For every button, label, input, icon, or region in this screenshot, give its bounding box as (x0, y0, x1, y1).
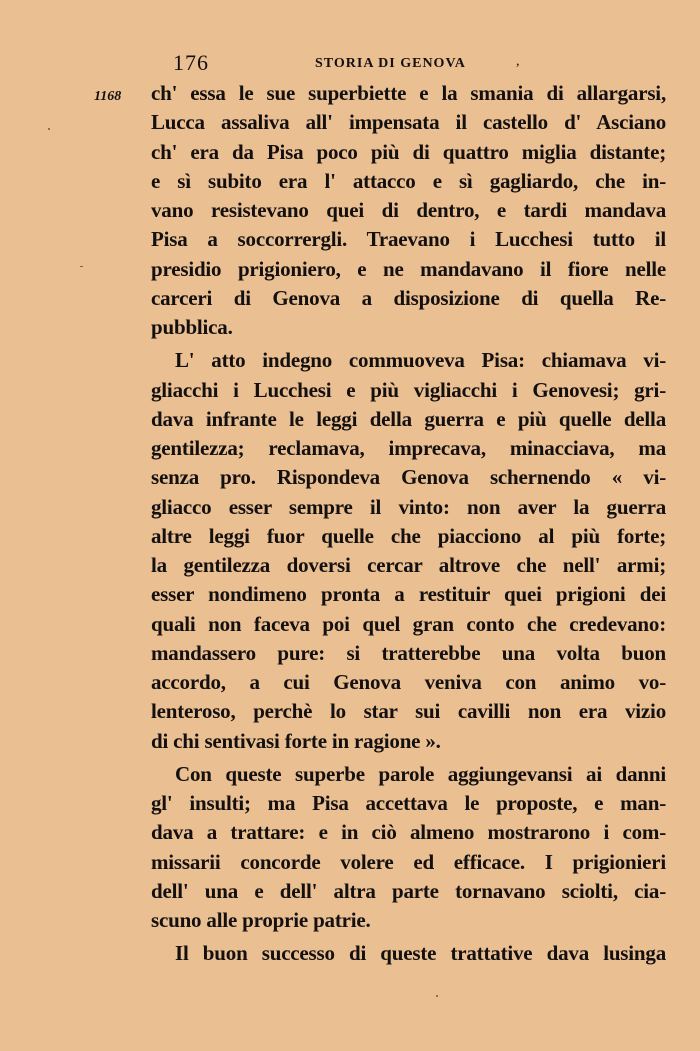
body-text (151, 79, 666, 969)
text-line: Con queste superbe parole aggiungevansi ai danni (175, 761, 666, 786)
text-line: ch' era da Pisa poco più di quattro miglia distante; (151, 139, 666, 164)
text-line: presidio prigioniero, e ne mandavano il fiore nelle (151, 256, 666, 281)
paper-speck (80, 266, 83, 267)
header-mark: , (516, 54, 520, 69)
text-line: senza pro. Rispondeva Genova schernendo « vi- (151, 465, 666, 490)
text-line: missarii concorde volere ed efficace. I prigionieri (151, 849, 666, 874)
text-line: di chi sentivasi forte in ragione ». (151, 728, 441, 753)
margin-year-note: 1168 (94, 89, 122, 104)
text-line: esser nondimeno pronta a restituir quei prigioni dei (151, 582, 666, 607)
text-line: vano resistevano quei di dentro, e tardi mandava (151, 198, 666, 222)
text-line: gliacchi i Lucchesi e più vigliacchi i Genovesi; gri- (151, 377, 666, 402)
text-line: Pisa a soccorrergli. Traevano i Lucchesi tutto il (151, 227, 666, 252)
text-line: pubblica. (151, 315, 233, 339)
text-line: carceri di Genova a disposizione di quella Re- (151, 285, 666, 310)
text-line: scuno alle proprie patrie. (151, 908, 371, 932)
text-line: gliacco esser sempre il vinto: non aver la guerra (151, 494, 666, 519)
text-line: lenteroso, perchè lo star sui cavilli non era vizio (151, 699, 666, 724)
text-line: L' atto indegno commuoveva Pisa: chiamava vi- (175, 348, 666, 373)
text-line: e sì subito era l' attacco e sì gagliardo, che in- (151, 168, 666, 193)
text-line: Lucca assaliva all' impensata il castello d' Asciano (151, 110, 666, 135)
text-line: altre leggi fuor quelle che piacciono al più forte; (151, 523, 666, 548)
text-line: la gentilezza doversi cercar altrove che nell' armi; (151, 553, 666, 577)
text-line: dava infrante le leggi della guerra e più quelle della (151, 406, 666, 431)
text-line: mandassero pure: si tratterebbe una volta buon (151, 640, 666, 665)
paper-speck (436, 995, 438, 997)
text-line: dava a trattare: e in ciò almeno mostrarono i com- (151, 820, 666, 845)
text-line: quali non faceva poi quel gran conto che credevano: (151, 611, 666, 636)
page-header (173, 50, 533, 78)
text-line: gl' insulti; ma Pisa accettava le proposte, e man- (151, 791, 666, 815)
text-line: ch' essa le sue superbiette e la smania di allargarsi, (151, 81, 666, 105)
text-line: accordo, a cui Genova veniva con animo vo- (151, 670, 666, 694)
text-line: Il buon successo di queste trattative dava lusinga (175, 941, 666, 966)
running-title: STORIA DI GENOVA (315, 56, 466, 71)
text-line: gentilezza; reclamava, imprecava, minacciava, ma (151, 436, 666, 460)
text-line: dell' una e dell' altra parte tornavano sciolti, cia- (151, 878, 666, 903)
page-number: 176 (173, 50, 209, 75)
paper-speck (48, 128, 50, 130)
